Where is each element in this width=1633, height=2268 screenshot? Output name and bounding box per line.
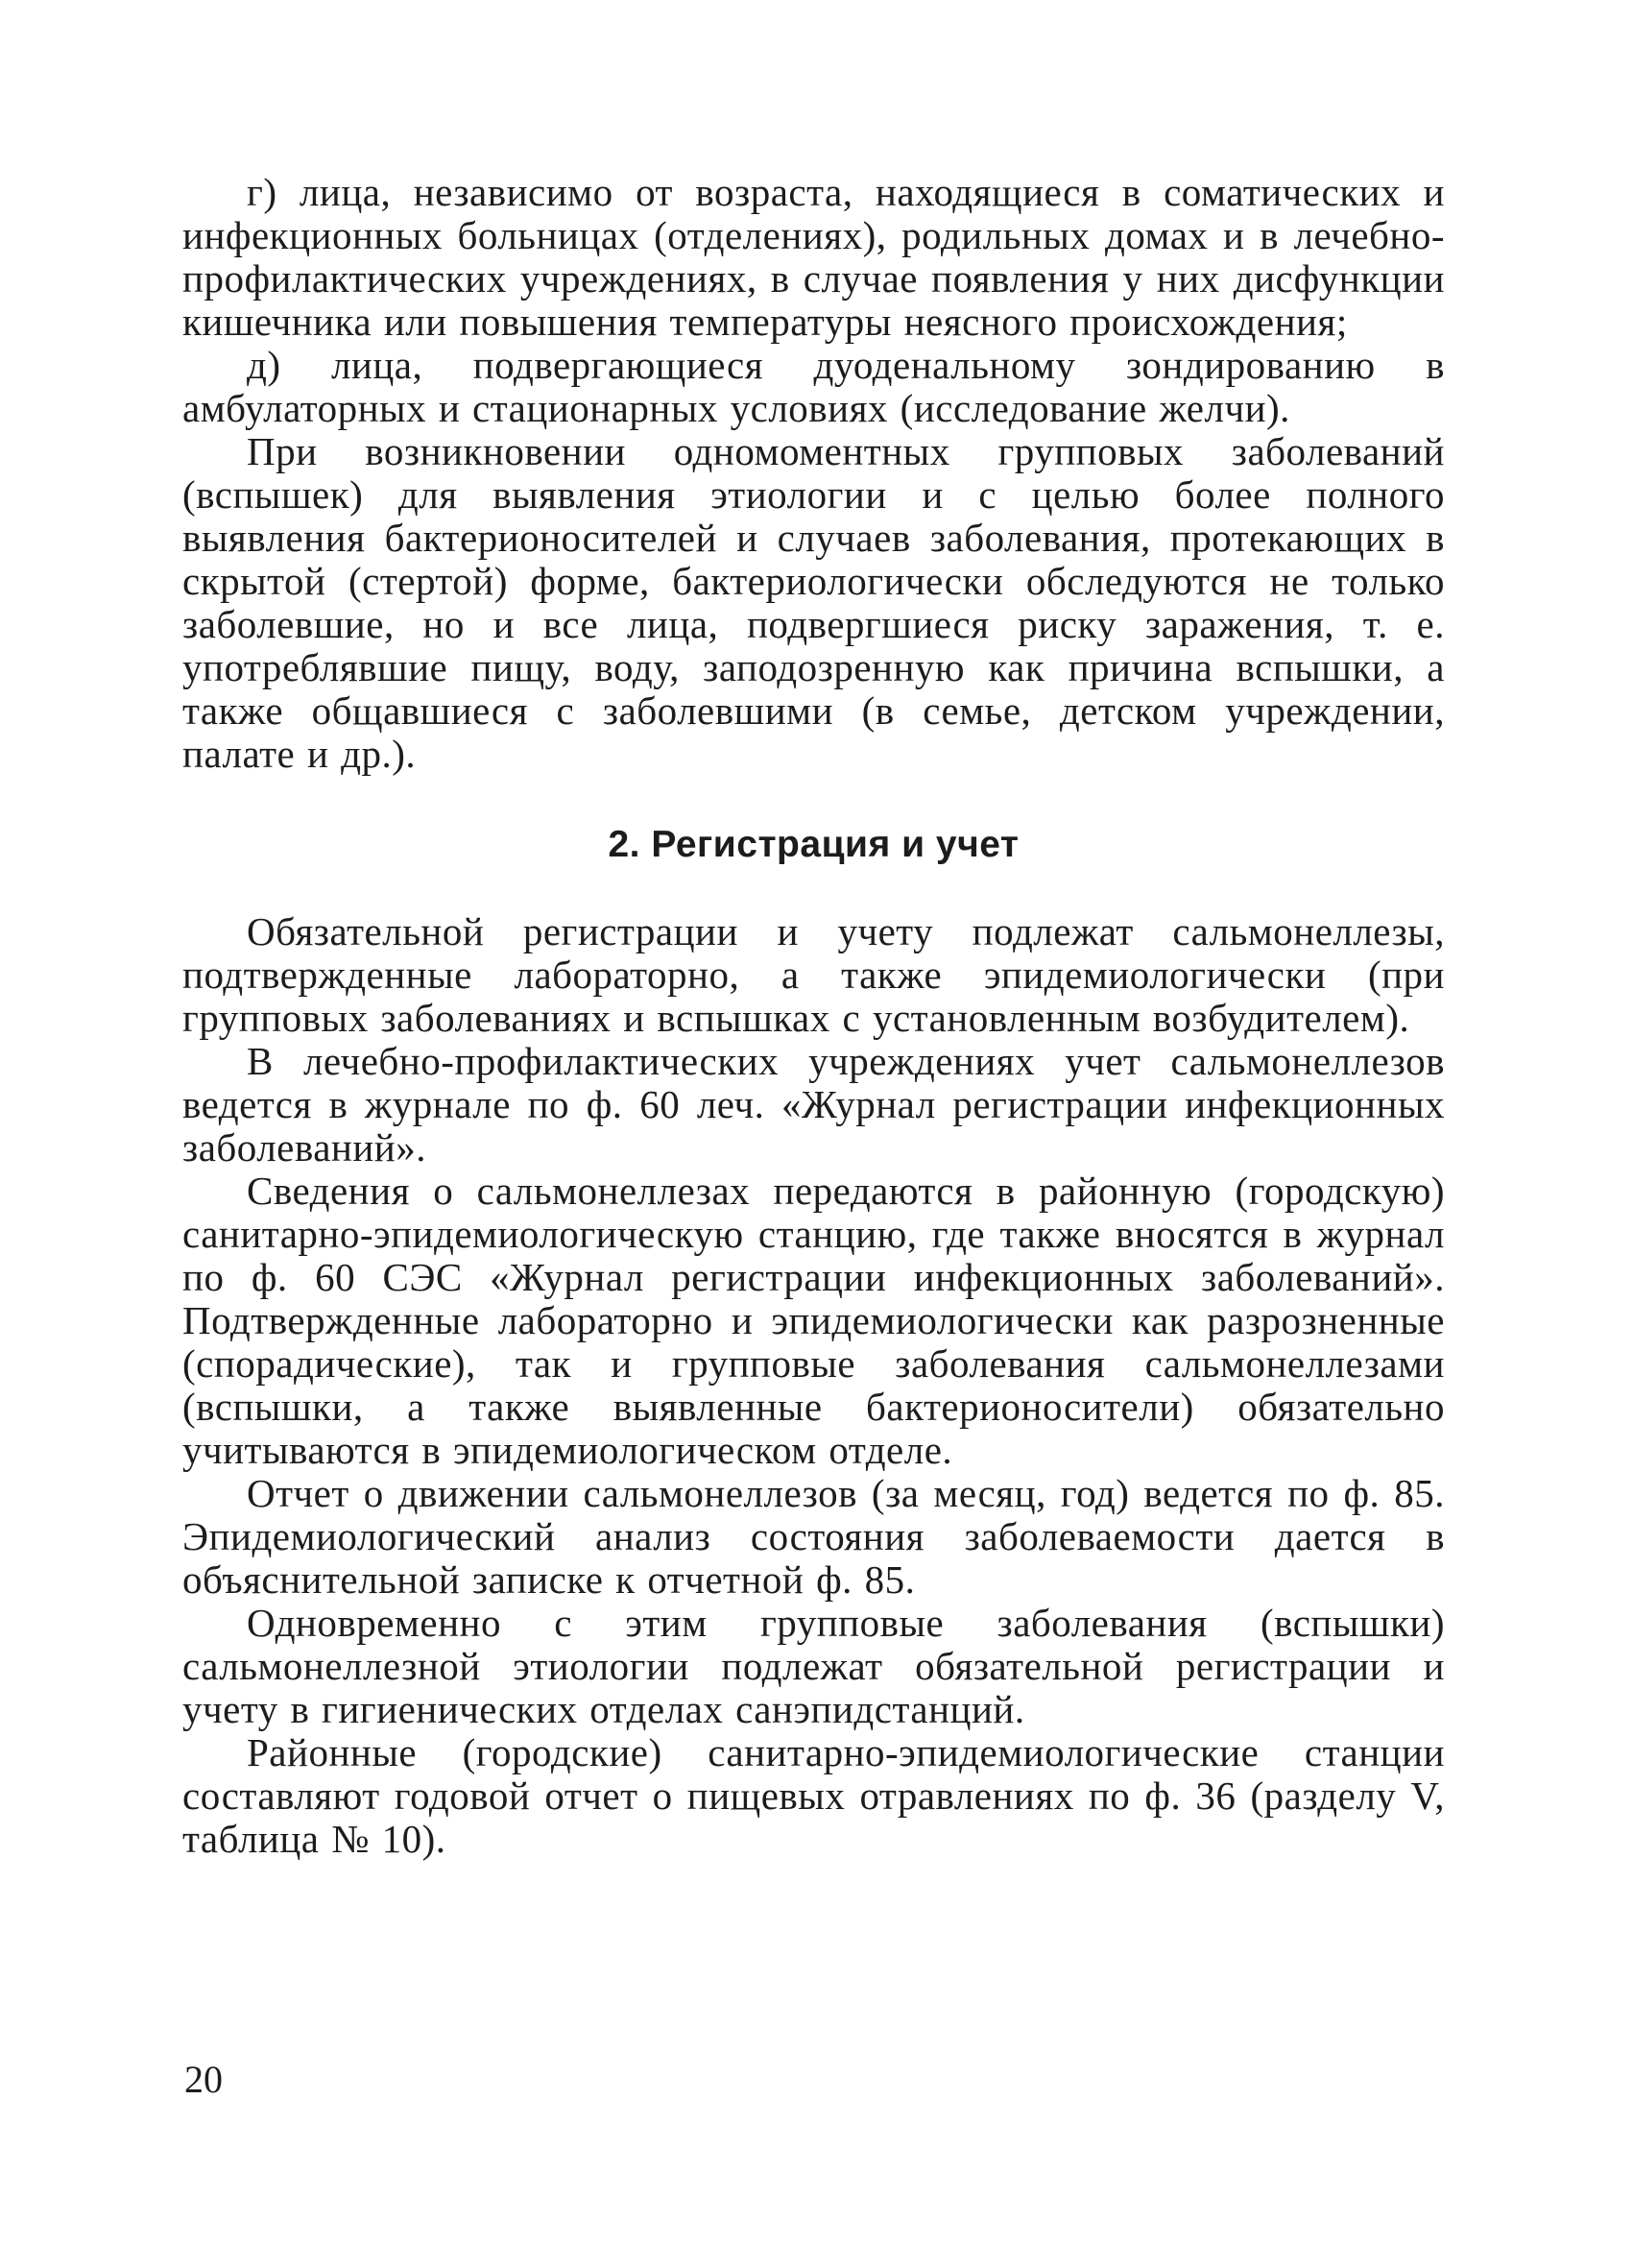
- paragraph-outbreak: При возникновении одномоментных групповых заболеваний (вспышек) для выявления этиологии и с целью более полного выявления бактерионосителей и случаев заболевания, протекающих в скрытой (стертой) форме, бактериологически обследуются не только заболевшие, но и все лица, подвергшиеся риску заражения, т. е. употреблявшие пищу, воду, заподозренную как причина вспышки, а также общавшиеся с заболевшими (в семье, детском учреждении, палате и др.).: [182, 429, 1445, 776]
- paragraph-medical-institutions: В лечебно-профилактических учреждениях учет сальмонеллезов ведется в журнале по ф. 60 леч. «Журнал регистрации инфекционных заболеваний».: [182, 1039, 1445, 1170]
- paragraph-item-g: г) лица, независимо от возраста, находящиеся в соматических и инфекционных больницах (отделениях), родильных домах и в лечебно-профилактических учреждениях, в случае появления у них дисфункции кишечника или повышения температуры неясного происхождения;: [182, 170, 1445, 344]
- paragraph-report: Отчет о движении сальмонеллезов (за месяц, год) ведется по ф. 85. Эпидемиологический анализ состояния заболеваемости дается в объяснительной записке к отчетной ф. 85.: [182, 1471, 1445, 1602]
- paragraph-mandatory-registration: Обязательной регистрации и учету подлежат сальмонеллезы, подтвержденные лабораторно, а также эпидемиологически (при групповых заболеваниях и вспышках с установленным возбудителем).: [182, 909, 1445, 1040]
- paragraph-item-d: д) лица, подвергающиеся дуоденальному зондированию в амбулаторных и стационарных условиях (исследование желчи).: [182, 343, 1445, 430]
- paragraph-district-stations: Районные (городские) санитарно-эпидемиологические станции составляют годовой отчет о пищевых отравлениях по ф. 36 (разделу V, таблица № 10).: [182, 1730, 1445, 1861]
- page-number: 20: [184, 2058, 223, 2101]
- paragraph-simultaneously: Одновременно с этим групповые заболевания (вспышки) сальмонеллезной этиологии подлежат обязательной регистрации и учету в гигиенических отделах санэпидстанций.: [182, 1601, 1445, 1731]
- document-body: [182, 171, 1445, 1861]
- paragraph-information-transfer: Сведения о сальмонеллезах передаются в районную (городскую) санитарно-эпидемиологическую станцию, где также вносятся в журнал по ф. 60 СЭС «Журнал регистрации инфекционных заболеваний». Подтвержденные лабораторно и эпидемиологически как разрозненные (спорадические), так и групповые заболевания сальмонеллезами (вспышки, а также выявленные бактерионосители) обязательно учитываются в эпидемиологическом отделе.: [182, 1169, 1445, 1472]
- section-heading: 2. Регистрация и учет: [608, 824, 1020, 865]
